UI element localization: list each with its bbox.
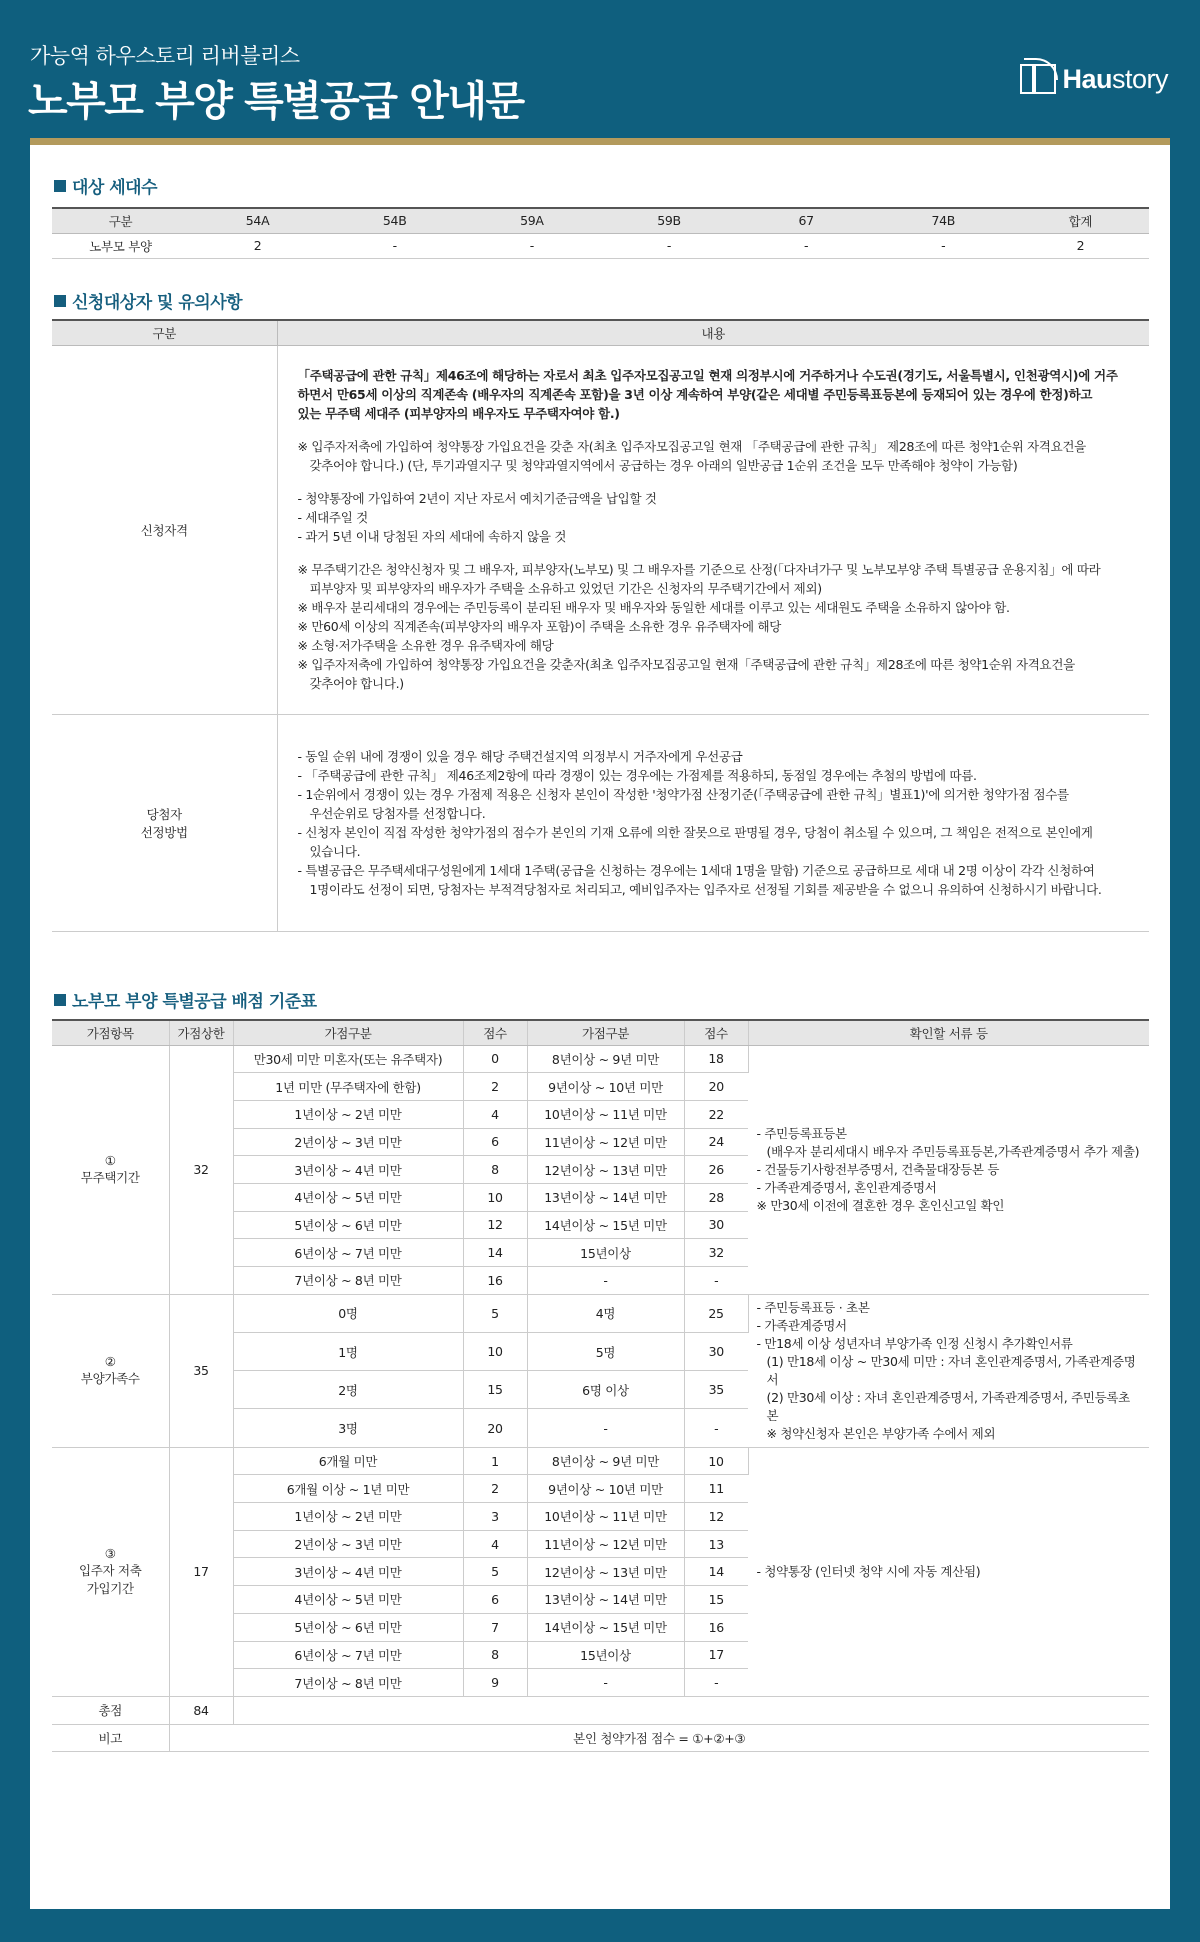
selection-content xyxy=(277,714,1149,931)
table-cell: 15년이상 xyxy=(527,1239,684,1267)
table-cell: 20 xyxy=(684,1073,748,1101)
content-line: 1명이라도 선정이 되면, 당첨자는 부적격당첨자로 처리되고, 예비입주자는 입주자로 선정될 기회를 제공받을 수 없으니 유의하여 신청하시기 바랍니다. xyxy=(309,881,1102,897)
square-bullet-icon xyxy=(54,295,66,307)
table-cell: 1 xyxy=(463,1447,527,1475)
row-label-selection: 당첨자 선정방법 xyxy=(52,714,277,931)
note-label: 비고 xyxy=(52,1724,169,1752)
table-header-row xyxy=(52,320,1149,345)
table-cell: 11년이상 ~ 12년 미만 xyxy=(527,1530,684,1558)
table-cell: 10 xyxy=(463,1183,527,1211)
table-cell: 1년 미만 (무주택자에 한함) xyxy=(233,1073,463,1101)
table-cell: 32 xyxy=(684,1239,748,1267)
table-cell: 12년이상 ~ 13년 미만 xyxy=(527,1156,684,1184)
table-cell: 2명 xyxy=(233,1371,463,1409)
page-subtitle: 가능역 하우스토리 리버블리스 xyxy=(30,44,300,68)
table-cell: 6개월 미만 xyxy=(233,1447,463,1475)
table-cell: 14 xyxy=(684,1558,748,1586)
header-divider xyxy=(30,138,1170,145)
content-line: 있는 무주택 세대주 (피부양자의 배우자도 무주택자여야 함.) xyxy=(297,406,620,421)
table-cell: 16 xyxy=(463,1267,527,1295)
table-cell: 28 xyxy=(684,1183,748,1211)
table-cell: - xyxy=(326,233,463,258)
note-row xyxy=(52,1724,1149,1752)
table-cell: 4 xyxy=(463,1100,527,1128)
table-cell: 15 xyxy=(463,1371,527,1409)
section-title-scoring: 노부모 부양 특별공급 배점 기준표 xyxy=(54,987,317,1012)
content-line: 피부양자 및 피부양자의 배우자가 주택을 소유하고 있었던 기간은 신청자의 무주택기간에서 제외) xyxy=(309,581,822,596)
table-cell: 0 xyxy=(463,1045,527,1073)
table-cell: 7년이상 ~ 8년 미만 xyxy=(233,1669,463,1697)
house-logo-icon xyxy=(1020,58,1060,94)
scoring-table xyxy=(52,1019,1149,1752)
table-cell: 11년이상 ~ 12년 미만 xyxy=(527,1128,684,1156)
table-cell: 24 xyxy=(684,1128,748,1156)
content-line: 하면서 만65세 이상의 직계존속 (배우자의 직계존속 포함)을 3년 이상 계속하여 부양(같은 세대별 주민등록표등본에 등재되어 있는 경우에 한정)하고 xyxy=(297,387,1093,402)
table-cell: 1년이상 ~ 2년 미만 xyxy=(233,1100,463,1128)
note-value: 본인 청약가점 점수 = ①+②+③ xyxy=(169,1724,1149,1752)
total-value: 84 xyxy=(169,1696,233,1724)
section-title-eligibility: 신청대상자 및 유의사항 xyxy=(54,288,242,313)
table-cell: - xyxy=(684,1669,748,1697)
square-bullet-icon xyxy=(54,994,66,1006)
content-line: 우선순위로 당첨자를 선정합니다. xyxy=(309,805,486,821)
table-header-row xyxy=(52,1020,1149,1045)
table-cell: 2년이상 ~ 3년 미만 xyxy=(233,1128,463,1156)
docs-dependents: - 주민등록표등 · 초본 - 가족관계증명서 - 만18세 이상 성년자녀 부양가족 인정 신청시 추가확인서류 (1) 만18세 이상 ~ 만30세 미만 : 자녀 혼인관계증명서, 가족관계증명서 (2) 만30세 이상 : 자녀 혼인관계증명서, 가족관계증명서, 주민등록초본 ※ 청약신청자 본인은 부양가족 수에서 제외 xyxy=(748,1294,1149,1447)
table-cell: 6 xyxy=(463,1586,527,1614)
square-bullet-icon xyxy=(54,180,66,192)
table-cell: 6 xyxy=(463,1128,527,1156)
content-line: 갖추어야 합니다.) (단, 투기과열지구 및 청약과열지역에서 공급하는 경우 아래의 일반공급 1순위 조건을 모두 만족해야 청약이 가능함) xyxy=(309,458,1018,473)
table-cell: 7년이상 ~ 8년 미만 xyxy=(233,1267,463,1295)
table-cell: 만30세 미만 미혼자(또는 유주택자) xyxy=(233,1045,463,1073)
group-max: 35 xyxy=(169,1294,233,1447)
table-cell xyxy=(233,1696,1149,1724)
table-cell: 12년이상 ~ 13년 미만 xyxy=(527,1558,684,1586)
table-cell: 3 xyxy=(463,1503,527,1531)
table-cell: 13년이상 ~ 14년 미만 xyxy=(527,1586,684,1614)
table-cell: 10 xyxy=(463,1332,527,1370)
table-cell: 4년이상 ~ 5년 미만 xyxy=(233,1183,463,1211)
content-line: - 1순위에서 경쟁이 있는 경우 가점제 적용은 신청자 본인이 작성한 '청약가점 산정기준(「주택공급에 관한 규칙」별표1)'에 의거한 청약가점 점수를 xyxy=(297,786,1069,802)
table-cell: 5년이상 ~ 6년 미만 xyxy=(233,1613,463,1641)
header-cell: 54A xyxy=(189,208,326,233)
table-cell: 7 xyxy=(463,1613,527,1641)
table-cell: 20 xyxy=(463,1409,527,1447)
table-cell: - xyxy=(875,233,1012,258)
table-row xyxy=(52,1045,1149,1073)
total-row xyxy=(52,1696,1149,1724)
table-cell: 6년이상 ~ 7년 미만 xyxy=(233,1239,463,1267)
table-cell: - xyxy=(527,1409,684,1447)
table-cell: - xyxy=(463,233,600,258)
header-cell: 54B xyxy=(326,208,463,233)
content-line: - 「주택공급에 관한 규칙」 제46조제2항에 따라 경쟁이 있는 경우에는 가점제를 적용하되, 동점일 경우에는 추첨의 방법에 따름. xyxy=(297,767,977,783)
table-cell: 8 xyxy=(463,1641,527,1669)
table-cell: - xyxy=(684,1267,748,1295)
table-cell: 9 xyxy=(463,1669,527,1697)
table-cell: 3년이상 ~ 4년 미만 xyxy=(233,1156,463,1184)
table-cell: 8년이상 ~ 9년 미만 xyxy=(527,1447,684,1475)
table-cell: 1명 xyxy=(233,1332,463,1370)
table-row xyxy=(52,345,1149,714)
row-label-qualification: 신청자격 xyxy=(52,345,277,714)
table-cell: 14년이상 ~ 15년 미만 xyxy=(527,1613,684,1641)
group-label-savings-period: ③ 입주자 저축 가입기간 xyxy=(52,1447,169,1696)
group-label-homeless-period: ① 무주택기간 xyxy=(52,1045,169,1294)
table-cell: 11 xyxy=(684,1475,748,1503)
content-line: ※ 배우자 분리세대의 경우에는 주민등록이 분리된 배우자 및 배우자와 동일한 세대를 이루고 있는 세대원도 주택을 소유하지 않아야 함. xyxy=(297,600,1010,615)
table-cell: 8 xyxy=(463,1156,527,1184)
table-header-row xyxy=(52,208,1149,233)
table-cell: 4 xyxy=(463,1530,527,1558)
docs-savings-period: - 청약통장 (인터넷 청약 시에 자동 계산됨) xyxy=(748,1447,1149,1696)
table-cell: 12 xyxy=(463,1211,527,1239)
header-cell: 점수 xyxy=(463,1020,527,1045)
table-cell: 노부모 부양 xyxy=(52,233,189,258)
table-cell: 4명 xyxy=(527,1294,684,1332)
table-cell: 10년이상 ~ 11년 미만 xyxy=(527,1503,684,1531)
content-line: ※ 무주택기간은 청약신청자 및 그 배우자, 피부양자(노부모) 및 그 배우자를 기준으로 산정(「다자녀가구 및 노부모부양 주택 특별공급 운용지침」에 따라 xyxy=(297,562,1101,577)
content-line: - 신청자 본인이 직접 작성한 청약가점의 점수가 본인의 기재 오류에 의한 잘못으로 판명될 경우, 당첨이 취소될 수 있으며, 그 책임은 전적으로 본인에게 xyxy=(297,824,1093,840)
table-cell: - xyxy=(684,1409,748,1447)
households-table xyxy=(52,207,1149,259)
table-cell: 35 xyxy=(684,1371,748,1409)
table-cell: 6명 이상 xyxy=(527,1371,684,1409)
table-cell: 12 xyxy=(684,1503,748,1531)
table-row xyxy=(52,1294,1149,1332)
header-cell: 합계 xyxy=(1012,208,1149,233)
table-cell: 2 xyxy=(463,1475,527,1503)
table-cell: 13년이상 ~ 14년 미만 xyxy=(527,1183,684,1211)
table-cell: 18 xyxy=(684,1045,748,1073)
header-cell: 구분 xyxy=(52,320,277,345)
content-line: - 특별공급은 무주택세대구성원에게 1세대 1주택(공급을 신청하는 경우에는 1세대 1명을 말함) 기준으로 공급하므로 세대 내 2명 이상이 각각 신청하여 xyxy=(297,862,1095,878)
header-cell: 내용 xyxy=(277,320,1149,345)
table-cell: 5 xyxy=(463,1558,527,1586)
content-line: 있습니다. xyxy=(309,843,361,859)
table-cell: 13 xyxy=(684,1530,748,1558)
group-label-dependents: ② 부양가족수 xyxy=(52,1294,169,1447)
qualification-content xyxy=(277,345,1149,714)
content-line: ※ 만60세 이상의 직계존속(피부양자의 배우자 포함)이 주택을 소유한 경우 유주택자에 해당 xyxy=(297,619,781,634)
table-cell: 2 xyxy=(189,233,326,258)
content-line: - 청약통장에 가입하여 2년이 지난 자로서 예치기준금액을 납입할 것 xyxy=(297,491,657,506)
header-cell: 59A xyxy=(463,208,600,233)
header-cell: 가점항목 xyxy=(52,1020,169,1045)
header-cell: 가점상한 xyxy=(169,1020,233,1045)
table-cell: 8년이상 ~ 9년 미만 xyxy=(527,1045,684,1073)
content-line: 「주택공급에 관한 규칙」제46조에 해당하는 자로서 최초 입주자모집공고일 현재 의정부시에 거주하거나 수도권(경기도, 서울특별시, 인천광역시)에 거주 xyxy=(297,368,1118,383)
table-cell: 5 xyxy=(463,1294,527,1332)
table-cell: - xyxy=(527,1267,684,1295)
header-cell: 59B xyxy=(600,208,737,233)
header-cell: 점수 xyxy=(684,1020,748,1045)
table-cell: 25 xyxy=(684,1294,748,1332)
docs-homeless-period: - 주민등록표등본 (배우자 분리세대시 배우자 주민등록표등본,가족관계증명서 추가 제출) - 건물등기사항전부증명서, 건축물대장등본 등 - 가족관계증명서, 혼인관계증명서 ※ 만30세 이전에 결혼한 경우 혼인신고일 확인 xyxy=(748,1045,1149,1294)
section-title-households: 대상 세대수 xyxy=(54,173,157,198)
table-cell: 15년이상 xyxy=(527,1641,684,1669)
table-cell: 14년이상 ~ 15년 미만 xyxy=(527,1211,684,1239)
eligibility-table xyxy=(52,319,1149,932)
table-cell: 4년이상 ~ 5년 미만 xyxy=(233,1586,463,1614)
table-cell: 26 xyxy=(684,1156,748,1184)
table-cell: 16 xyxy=(684,1613,748,1641)
content-line: - 세대주일 것 xyxy=(297,510,368,525)
table-cell: 30 xyxy=(684,1211,748,1239)
table-row xyxy=(52,1447,1149,1475)
group-max: 32 xyxy=(169,1045,233,1294)
table-cell: 6개월 이상 ~ 1년 미만 xyxy=(233,1475,463,1503)
notice-card xyxy=(30,145,1170,1909)
table-cell: 3명 xyxy=(233,1409,463,1447)
table-cell: 17 xyxy=(684,1641,748,1669)
table-row xyxy=(52,233,1149,258)
table-cell: 9년이상 ~ 10년 미만 xyxy=(527,1073,684,1101)
header-cell: 가점구분 xyxy=(233,1020,463,1045)
table-cell: 5년이상 ~ 6년 미만 xyxy=(233,1211,463,1239)
brand-logo xyxy=(1020,58,1168,94)
table-row xyxy=(52,714,1149,931)
table-cell: 2년이상 ~ 3년 미만 xyxy=(233,1530,463,1558)
table-cell: 30 xyxy=(684,1332,748,1370)
table-cell: 10 xyxy=(684,1447,748,1475)
table-cell: 9년이상 ~ 10년 미만 xyxy=(527,1475,684,1503)
content-line: ※ 입주자저축에 가입하여 청약통장 가입요건을 갖춘 자(최초 입주자모집공고일 현재 「주택공급에 관한 규칙」 제28조에 따른 청약1순위 자격요건을 xyxy=(297,439,1086,454)
header-cell: 가점구분 xyxy=(527,1020,684,1045)
content-line: - 과거 5년 이내 당첨된 자의 세대에 속하지 않을 것 xyxy=(297,529,567,544)
group-max: 17 xyxy=(169,1447,233,1696)
table-cell: 3년이상 ~ 4년 미만 xyxy=(233,1558,463,1586)
table-cell: - xyxy=(527,1669,684,1697)
header-cell: 67 xyxy=(738,208,875,233)
content-line: ※ 소형·저가주택을 소유한 경우 유주택자에 해당 xyxy=(297,638,554,653)
table-cell: 2 xyxy=(1012,233,1149,258)
table-cell: - xyxy=(600,233,737,258)
header-cell: 구분 xyxy=(52,208,189,233)
content-line: - 동일 순위 내에 경쟁이 있을 경우 해당 주택건설지역 의정부시 거주자에게 우선공급 xyxy=(297,748,743,764)
table-cell: - xyxy=(738,233,875,258)
page-title: 노부모 부양 특별공급 안내문 xyxy=(28,77,524,125)
table-cell: 1년이상 ~ 2년 미만 xyxy=(233,1503,463,1531)
content-line: ※ 입주자저축에 가입하여 청약통장 가입요건을 갖춘자(최초 입주자모집공고일 현재「주택공급에 관한 규칙」제28조에 따른 청약1순위 자격요건을 xyxy=(297,657,1075,672)
table-cell: 14 xyxy=(463,1239,527,1267)
table-cell: 22 xyxy=(684,1100,748,1128)
total-label: 총점 xyxy=(52,1696,169,1724)
logo-text: Haustory xyxy=(1062,64,1168,94)
table-cell: 10년이상 ~ 11년 미만 xyxy=(527,1100,684,1128)
table-cell: 15 xyxy=(684,1586,748,1614)
table-cell: 2 xyxy=(463,1073,527,1101)
header-cell: 74B xyxy=(875,208,1012,233)
page-header xyxy=(0,0,1200,138)
content-line: 갖추어야 합니다.) xyxy=(309,676,404,691)
table-cell: 6년이상 ~ 7년 미만 xyxy=(233,1641,463,1669)
table-cell: 5명 xyxy=(527,1332,684,1370)
table-cell: 0명 xyxy=(233,1294,463,1332)
header-cell: 확인할 서류 등 xyxy=(748,1020,1149,1045)
